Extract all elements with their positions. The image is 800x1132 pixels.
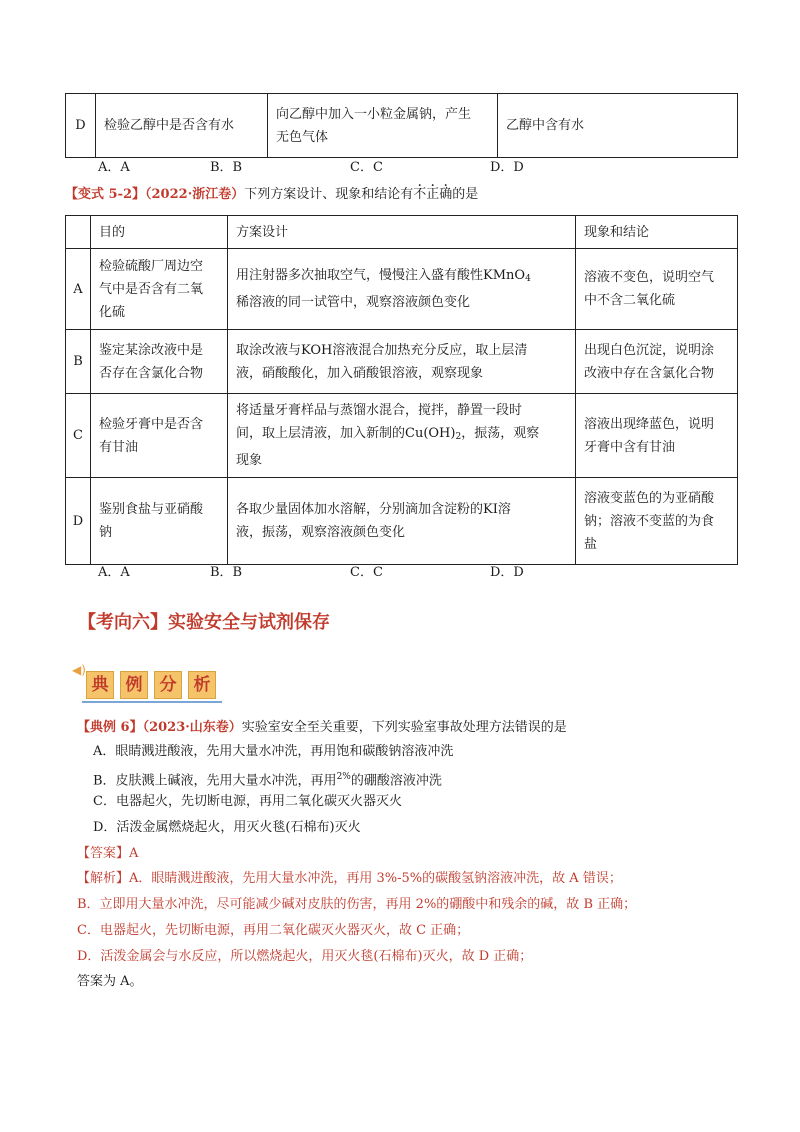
example-stem-text: 实验室安全至关重要，下列实验室事故处理方法错误的是 [241, 720, 567, 735]
cell-line [236, 422, 567, 449]
row-label: C [66, 394, 91, 478]
speaker-icon: ◀) [72, 663, 86, 677]
choice-d[interactable]: D．活泼金属燃烧起火，用灭火毯(石棉布)灭火 [93, 820, 361, 835]
option-b[interactable]: B．B [210, 160, 243, 175]
variant-source: （2022·浙江卷） [145, 187, 245, 202]
purpose-cell: 检验乙醇中是否含有水 [96, 94, 268, 158]
subscript: 4 [525, 274, 531, 284]
cell-line: 检验牙膏中是否含 [99, 416, 204, 432]
analysis-line: 【解析】A．眼睛溅进酸液，先用大量水冲洗，再用 3%-5%的碳酸氢钠溶液冲洗，故 A 错误； [77, 871, 622, 886]
cell-line: 有甘油 [99, 439, 139, 455]
cell-text: 用注射器多次抽取空气，慢慢注入盛有酸性KMnO [236, 268, 526, 283]
cell-line: 鉴别食盐与亚硝酸 [99, 502, 204, 517]
cell-line: 检验硫酸厂周边空 [99, 258, 204, 274]
top-table [65, 93, 738, 158]
design-cell [268, 94, 498, 158]
purpose-cell [91, 330, 228, 394]
result-cell [576, 394, 738, 478]
cell-line: 鉴定某涂改液中是 [99, 342, 204, 358]
choice-b-text: B．皮肤溅上碱液，先用大量水冲洗，再用 [93, 773, 337, 789]
design-cell [228, 330, 576, 394]
choice-b-percent: 2% [336, 772, 351, 782]
cell-line: 气中是否含有二氧 [99, 281, 204, 297]
cell-line: 将适量牙膏样品与蒸馏水混合，搅拌，静置一段时 [236, 403, 523, 418]
design-cell [228, 249, 576, 330]
cell-line: 钠 [99, 525, 113, 540]
row-label: A [66, 249, 91, 330]
cell-line: 液，振荡，观察溶液颜色变化 [236, 525, 406, 540]
cell-line: 钠；溶液不变蓝的为食 [584, 513, 715, 529]
design-line: 向乙醇中加入一小粒金属钠，产生 [276, 106, 472, 122]
analysis-line: C．电器起火，先切断电源，再用二氧化碳灭火器灭火，故 C 正确； [77, 923, 470, 938]
cell-line: 化硫 [99, 304, 126, 320]
conclusion: 答案为 A。 [77, 974, 143, 989]
design-cell [228, 394, 576, 478]
cell-line: 现象 [236, 453, 263, 468]
design-line: 无色气体 [276, 129, 329, 145]
variant-stem-a: 下列方案设计、现象和结论有 [244, 187, 414, 202]
design-cell [228, 478, 576, 565]
cell-line: 取涂改液与KOH溶液混合加热充分反应，取上层清 [236, 342, 528, 358]
purpose-cell [91, 249, 228, 330]
banner-char: 分 [154, 671, 182, 699]
purpose-cell [91, 394, 228, 478]
choice-b[interactable] [93, 767, 442, 791]
cell-text: ，振荡，观察 [461, 426, 540, 441]
variant-tag: 【变式 5-2】 [65, 187, 146, 202]
emphasis-char: 确 [439, 187, 453, 202]
cell-line: 各取少量固体加水溶解，分别滴加含淀粉的KI溶 [236, 502, 511, 517]
banner-underline [82, 701, 222, 703]
result-cell [576, 478, 738, 565]
cell-line: 出现白色沉淀，说明涂 [584, 342, 715, 358]
result-cell: 乙醇中含有水 [498, 94, 738, 158]
table-row [66, 330, 738, 394]
purpose-cell [91, 478, 228, 565]
result-cell [576, 249, 738, 330]
option-d[interactable]: D．D [490, 565, 524, 580]
analysis-line: B．立即用大量水冲洗，尽可能减少碱对皮肤的伤害，再用 2%的硼酸中和残余的碱，故 B 正确； [77, 897, 637, 912]
cell-line: 牙膏中含有甘油 [584, 439, 676, 455]
analysis-line: D．活泼金属会与水反应，所以燃烧起火，用灭火毯(石棉布)灭火，故 D 正确； [77, 949, 533, 964]
cell-text: 间，取上层清液，加入新制的Cu(OH) [236, 426, 456, 441]
cell-line: 盐 [584, 536, 598, 552]
variant-stem-b: 的是 [452, 187, 479, 202]
cell-line: 稀溶液的同一试管中，观察溶液颜色变化 [236, 295, 471, 310]
header-result: 现象和结论 [576, 216, 738, 249]
cell-line: 溶液出现绛蓝色，说明 [584, 416, 715, 432]
table-row [66, 94, 738, 158]
result-cell [576, 330, 738, 394]
header-purpose: 目的 [91, 216, 228, 249]
option-c[interactable]: C．C [350, 160, 383, 175]
cell-line: 中不含二氧化硫 [584, 293, 676, 308]
example-source: （2023·山东卷） [142, 720, 242, 735]
banner-char: 典 [86, 671, 114, 699]
example-stem [77, 718, 567, 738]
subscript: 2 [455, 432, 462, 442]
cell-line [236, 264, 567, 291]
table-row [66, 394, 738, 478]
answer: 【答案】A [77, 846, 139, 861]
table-header-row [66, 216, 738, 249]
table-row [66, 249, 738, 330]
cell-line: 溶液不变色，说明空气 [584, 270, 715, 285]
row-label: D [66, 478, 91, 565]
emphasis-char: 正 [426, 187, 440, 202]
cell-line: 否存在含氯化合物 [99, 365, 204, 381]
row-label: B [66, 330, 91, 394]
option-d[interactable]: D．D [490, 160, 524, 175]
example-tag: 【典例 6】 [77, 720, 143, 735]
example-banner [72, 663, 223, 703]
section-title: 【考向六】实验安全与试剂保存 [78, 612, 330, 633]
cell-line: 液，硝酸酸化，加入硝酸银溶液，观察现象 [236, 365, 484, 381]
choice-b-tail: 的硼酸溶液冲洗 [350, 773, 442, 789]
scheme-table [65, 215, 738, 565]
cell-line: 溶液变蓝色的为亚硝酸 [584, 490, 715, 506]
option-a[interactable]: A．A [98, 160, 130, 175]
variant-stem [65, 185, 478, 205]
choice-a[interactable]: A．眼睛溅进酸液，先用大量水冲洗，再用饱和碳酸钠溶液冲洗 [93, 744, 454, 759]
cell-line: 改液中存在含氯化合物 [584, 365, 715, 381]
row-label: D [66, 94, 96, 158]
option-a[interactable]: A．A [98, 565, 130, 580]
header-blank [66, 216, 91, 249]
banner-char: 析 [188, 671, 216, 699]
option-c[interactable]: C．C [350, 565, 383, 580]
header-design: 方案设计 [228, 216, 576, 249]
emphasis-char: 不 [413, 187, 427, 202]
banner-char: 例 [120, 671, 148, 699]
table-row [66, 478, 738, 565]
choice-c[interactable]: C．电器起火，先切断电源，再用二氧化碳灭火器灭火 [93, 794, 402, 809]
option-b[interactable]: B．B [210, 565, 243, 580]
